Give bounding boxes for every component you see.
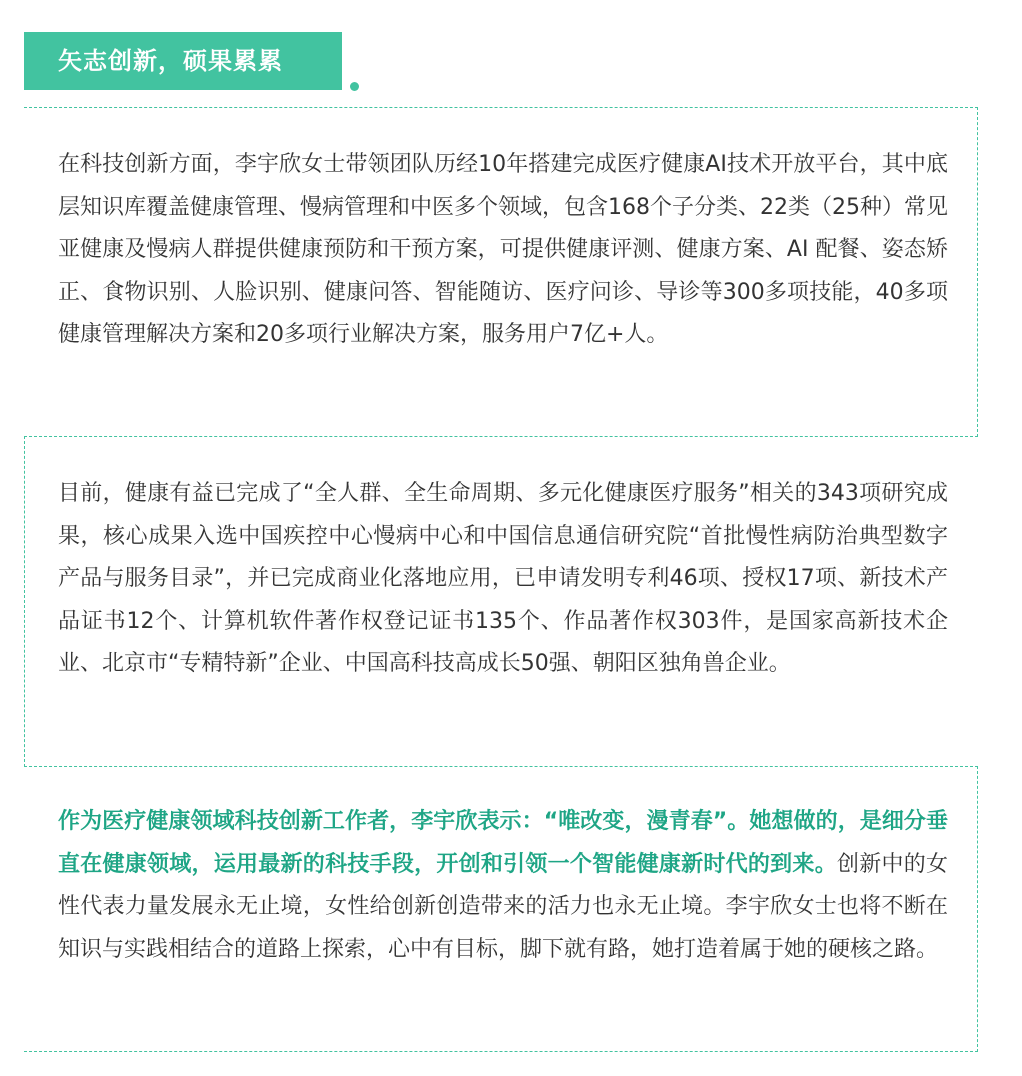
closing-text: 创新中的女性代表力量发展永无止境，女性给创新创造带来的活力也永无止境。李宇欣女士也将不断在知识与实践相结合的道路上探索，心中有目标，脚下就有路，她打造着属于她的硬核之路。 — [58, 851, 948, 962]
paragraph-closing — [58, 801, 948, 971]
section-title: 矢志创新，硕果累累 — [24, 32, 342, 90]
closing-highlight-quote: 作为医疗健康领域科技创新工作者，李宇欣表示：“唯改变，漫青春”。她想做的，是细分垂直在健康领域，运用最新的科技手段，开创和引领一个智能健康新时代的到来。 — [58, 809, 948, 877]
title-decoration-dot — [350, 82, 359, 91]
paragraph-research-results: 目前，健康有益已完成了“全人群、全生命周期、多元化健康医疗服务”相关的343项研究成果，核心成果入选中国疾控中心慢病中心和中国信息通信研究院“首批慢性病防治典型数字产品与服务目录”，并已完成商业化落地应用，已申请发明专利46项、授权17项、新技术产品证书12个、计算机软件著作权登记证书135个、作品著作权303件，是国家高新技术企业、北京市“专精特新”企业、中国高科技高成长50强、朝阳区独角兽企业。 — [58, 481, 948, 676]
paragraph-tech-innovation: 在科技创新方面，李宇欣女士带领团队历经10年搭建完成医疗健康AI技术开放平台，其中底层知识库覆盖健康管理、慢病管理和中医多个领域，包含168个子分类、22类（25种）常见亚健康及慢病人群提供健康预防和干预方案，可提供健康评测、健康方案、AI 配餐、姿态矫正、食物识别、人脸识别、健康问答、智能随访、医疗问诊、导诊等300多项技能，40多项健康管理解决方案和20多项行业解决方案，服务用户7亿+人。 — [58, 152, 948, 347]
